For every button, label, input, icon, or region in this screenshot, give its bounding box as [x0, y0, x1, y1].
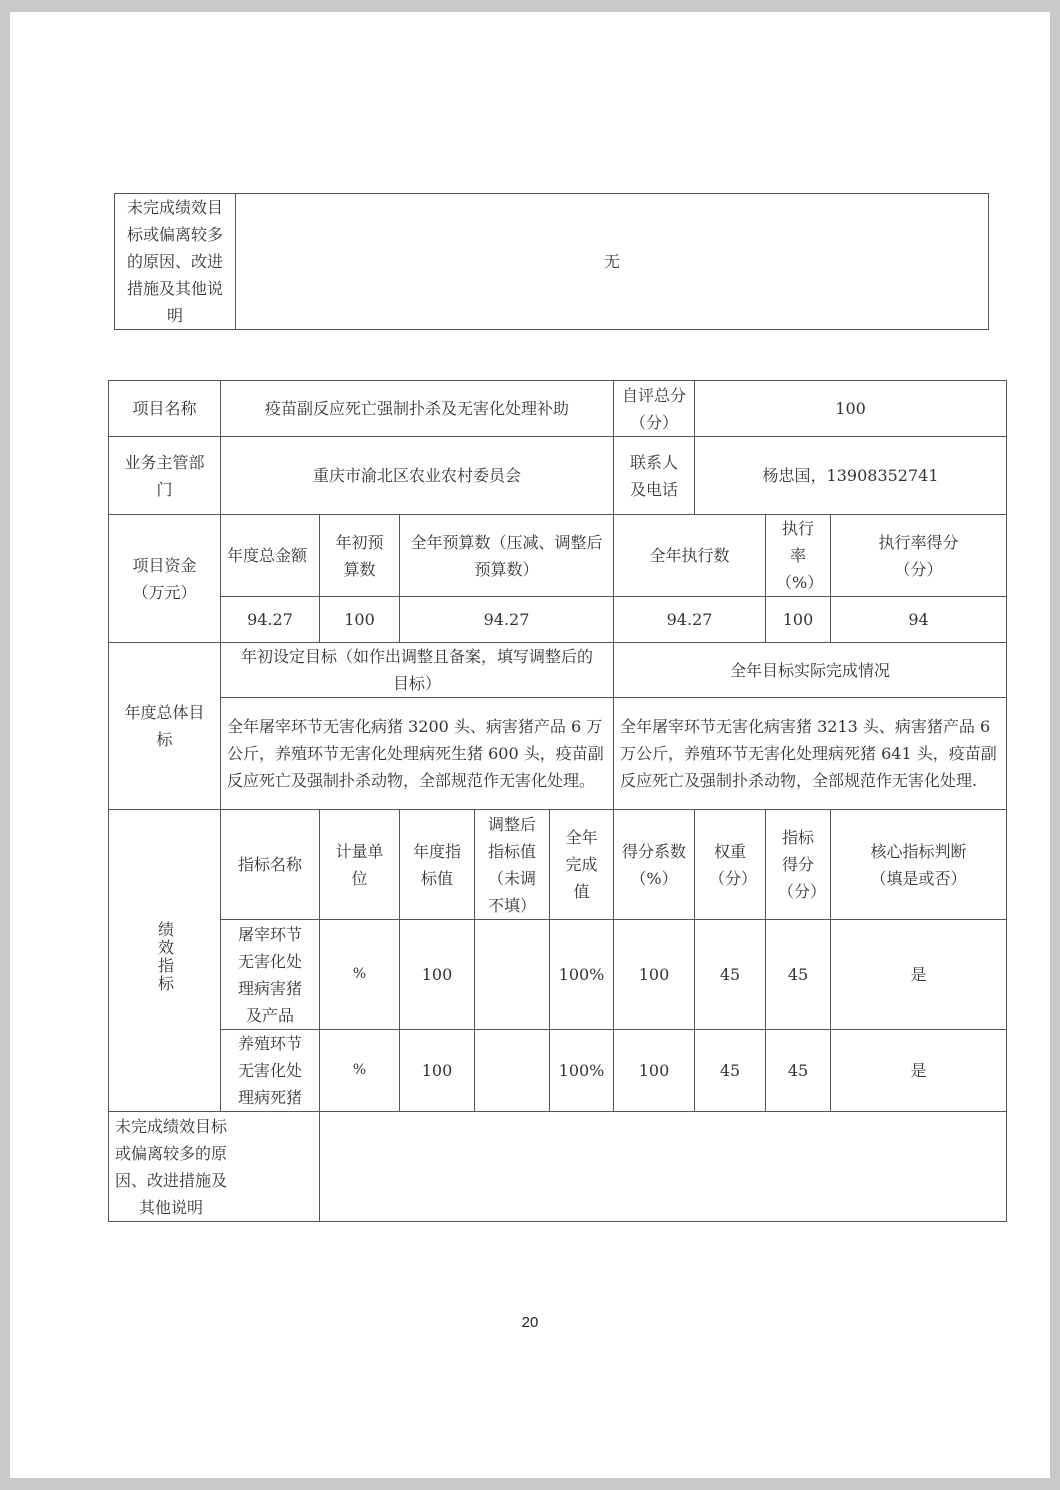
ind-header-core: 核心指标判断（填是或否）: [831, 810, 1007, 920]
funds-full-year-budget: 94.27: [400, 597, 614, 643]
goal-actual: 全年屠宰环节无害化病害猪 3213 头、病害猪产品 6 万公斤，养殖环节无害化处理病死猪 641 头，疫苗副反应死亡及强制扑杀动物，全部规范作无害化处理.: [614, 698, 1007, 810]
table-row: [109, 920, 1007, 1030]
ind-header-adjusted: 调整后指标值（未调不填）: [475, 810, 550, 920]
goal-label: 年度总体目标: [109, 643, 221, 810]
table-row: [109, 1030, 1007, 1112]
funds-header-initial-budget: 年初预算数: [320, 515, 400, 597]
ind-header-annual-target: 年度指标值: [400, 810, 475, 920]
funds-exec-score: 94: [831, 597, 1007, 643]
ind-row-annual-target: 100: [400, 1030, 475, 1112]
ind-row-coef: 100: [614, 1030, 695, 1112]
funds-initial-budget: 100: [320, 597, 400, 643]
ind-header-unit: 计量单位: [320, 810, 400, 920]
bottom-reason-label: [109, 1112, 320, 1222]
goal-actual-header: 全年目标实际完成情况: [614, 643, 1007, 698]
goal-set: 全年屠宰环节无害化病猪 3200 头、病害猪产品 6 万公斤，养殖环节无害化处理病死生猪 600 头，疫苗副反应死亡及强制扑杀动物，全部规范作无害化处理。: [221, 698, 614, 810]
top-explanation-table: [114, 193, 989, 330]
ind-row-core: 是: [831, 1030, 1007, 1112]
project-name-label: 项目名称: [109, 381, 221, 437]
bottom-reason-value: [320, 1112, 1007, 1222]
project-name: 疫苗副反应死亡强制扑杀及无害化处理补助: [221, 381, 614, 437]
contact: 杨忠国，13908352741: [695, 437, 1007, 515]
ind-row-name: 屠宰环节无害化处理病害猪及产品: [221, 920, 320, 1030]
funds-annual-total: 94.27: [221, 597, 320, 643]
funds-header-exec-rate: 执行率（%）: [766, 515, 831, 597]
ind-row-adjusted: [475, 920, 550, 1030]
self-score: 100: [695, 381, 1007, 437]
unfinished-reason-label: 未完成绩效目标或偏离较多的原因、改进措施及其他说明: [115, 194, 236, 330]
funds-header-exec-score: 执行率得分（分）: [831, 515, 1007, 597]
dept-label: 业务主管部门: [109, 437, 221, 515]
ind-row-score: 45: [766, 1030, 831, 1112]
ind-header-weight: 权重（分）: [695, 810, 766, 920]
ind-header-name: 指标名称: [221, 810, 320, 920]
ind-row-core: 是: [831, 920, 1007, 1030]
unfinished-reason-value: 无: [236, 194, 989, 330]
self-score-label: 自评总分（分）: [614, 381, 695, 437]
ind-row-weight: 45: [695, 920, 766, 1030]
funds-exec-rate: 100: [766, 597, 831, 643]
ind-row-annual-target: 100: [400, 920, 475, 1030]
ind-row-completed: 100%: [550, 920, 614, 1030]
ind-header-coef: 得分系数（%）: [614, 810, 695, 920]
funds-label: 项目资金（万元）: [109, 515, 221, 643]
ind-row-weight: 45: [695, 1030, 766, 1112]
dept: 重庆市渝北区农业农村委员会: [221, 437, 614, 515]
bottom-reason-label-text: 未完成绩效目标或偏离较多的原因、改进措施及其他说明: [114, 1116, 227, 1217]
funds-header-annual-total: 年度总金额: [221, 515, 320, 597]
ind-row-completed: 100%: [550, 1030, 614, 1112]
ind-header-score: 指标得分（分）: [766, 810, 831, 920]
ind-row-score: 45: [766, 920, 831, 1030]
ind-row-adjusted: [475, 1030, 550, 1112]
ind-row-unit: %: [320, 1030, 400, 1112]
indicators-section-text: 绩效指标: [155, 920, 175, 993]
goal-set-header: 年初设定目标（如作出调整且备案，填写调整后的目标）: [221, 643, 614, 698]
ind-row-name: 养殖环节无害化处理病死猪: [221, 1030, 320, 1112]
document-page: [10, 12, 1050, 1478]
funds-header-full-year-budget: 全年预算数（压减、调整后预算数）: [400, 515, 614, 597]
ind-header-completed: 全年完成值: [550, 810, 614, 920]
contact-label: 联系人及电话: [614, 437, 695, 515]
ind-row-coef: 100: [614, 920, 695, 1030]
project-performance-table: [108, 380, 1007, 1222]
funds-header-executed: 全年执行数: [614, 515, 766, 597]
indicators-section-label: [109, 810, 221, 1112]
ind-row-unit: %: [320, 920, 400, 1030]
funds-executed: 94.27: [614, 597, 766, 643]
page-number: 20: [521, 1314, 539, 1331]
